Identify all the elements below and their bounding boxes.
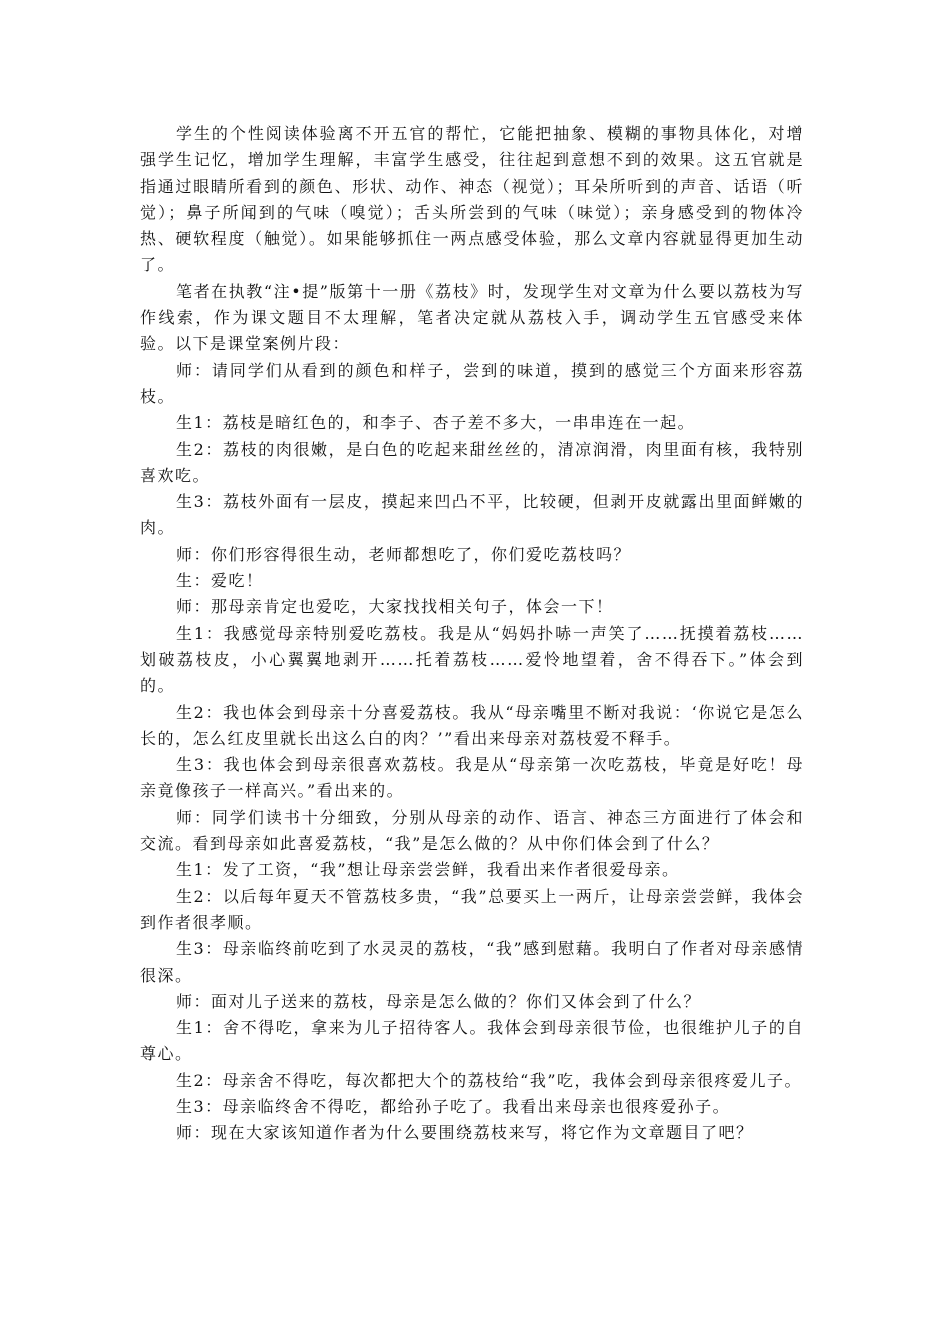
dialogue-line: 师：那母亲肯定也爱吃，大家找找相关句子，体会一下！ (176, 597, 614, 617)
dialogue-line: 生2：我也体会到母亲十分喜爱荔枝。我从“母亲嘴里不断对我说：‘你说它是怎么长的，怎么红皮里就长出这么白的肉？’”看出来母亲对荔枝爱不释手。 (140, 702, 804, 748)
dialogue-line: 生2：荔枝的肉很嫩，是白色的吃起来甜丝丝的，清凉润滑，肉里面有核，我特别喜欢吃。 (140, 439, 804, 485)
dialogue-line: 生2：以后每年夏天不管荔枝多贵，“我”总要买上一两斤，让母亲尝尝鲜，我体会到作者很孝顺。 (140, 886, 804, 932)
dialogue-line: 师：同学们读书十分细致，分别从母亲的动作、语言、神态三方面进行了体会和交流。看到母亲如此喜爱荔枝，“我”是怎么做的？从中你们体会到了什么？ (140, 807, 804, 854)
dialogue-line: 生1：荔枝是暗红色的，和李子、杏子差不多大，一串串连在一起。 (176, 413, 696, 433)
dialogue-line: 师：请同学们从看到的颜色和样子，尝到的味道，摸到的感觉三个方面来形容荔枝。 (140, 360, 804, 406)
paragraph-context: 笔者在执教“注•提”版第十一册《荔枝》时，发现学生对文章为什么要以荔枝为写作线索，作为课文题目不太理解，笔者决定就从荔枝入手，调动学生五官感受来体验。以下是课堂案例片段： (140, 281, 804, 354)
dialogue-line: 生1：我感觉母亲特别爱吃荔枝。我是从“妈妈扑哧一声笑了……抚摸着荔枝……划破荔枝皮，小心翼翼地剥开……托着荔枝……爱怜地望着，舍不得吞下。”体会到的。 (140, 623, 804, 696)
dialogue-line: 生：爱吃！ (176, 571, 264, 591)
dialogue-line: 生3：我也体会到母亲很喜欢荔枝。我是从“母亲第一次吃荔枝，毕竟是好吃！母亲竟像孩子一样高兴。”看出来的。 (140, 755, 804, 801)
paragraph-intro: 学生的个性阅读体验离不开五官的帮忙，它能把抽象、模糊的事物具体化，对增强学生记忆，增加学生理解，丰富学生感受，往往起到意想不到的效果。这五官就是指通过眼睛所看到的颜色、形状、动作、神态（视觉）；耳朵所听到的声音、话语（听觉）；鼻子所闻到的气味（嗅觉）；舌头所尝到的气味（味觉）；亲身感受到的物体冷热、硬软程度（触觉）。如果能够抓住一两点感受体验，那么文章内容就显得更加生动了。 (140, 124, 804, 275)
dialogue-line: 生3：母亲临终舍不得吃，都给孙子吃了。我看出来母亲也很疼爱孙子。 (176, 1096, 731, 1116)
dialogue-line: 师：你们形容得很生动，老师都想吃了，你们爱吃荔枝吗？ (176, 544, 632, 564)
document-body (140, 121, 804, 1147)
dialogue-line: 生1：舍不得吃，拿来为儿子招待客人。我体会到母亲很节俭，也很维护儿子的自尊心。 (140, 1018, 804, 1064)
dialogue-line: 生1：发了工资，“我”想让母亲尝尝鲜，我看出来作者很爱母亲。 (176, 860, 680, 880)
dialogue-line: 师：面对儿子送来的荔枝，母亲是怎么做的？你们又体会到了什么？ (176, 991, 702, 1011)
dialogue-line: 师：现在大家该知道作者为什么要围绕荔枝来写，将它作为文章题目了吧？ (176, 1123, 754, 1143)
dialogue-line: 生3：荔枝外面有一层皮，摸起来凹凸不平，比较硬，但剥开皮就露出里面鲜嫩的肉。 (140, 492, 804, 538)
dialogue-line: 生3：母亲临终前吃到了水灵灵的荔枝，“我”感到慰藉。我明白了作者对母亲感情很深。 (140, 939, 804, 985)
dialogue-line: 生2：母亲舍不得吃，每次都把大个的荔枝给“我”吃，我体会到母亲很疼爱儿子。 (176, 1070, 803, 1090)
